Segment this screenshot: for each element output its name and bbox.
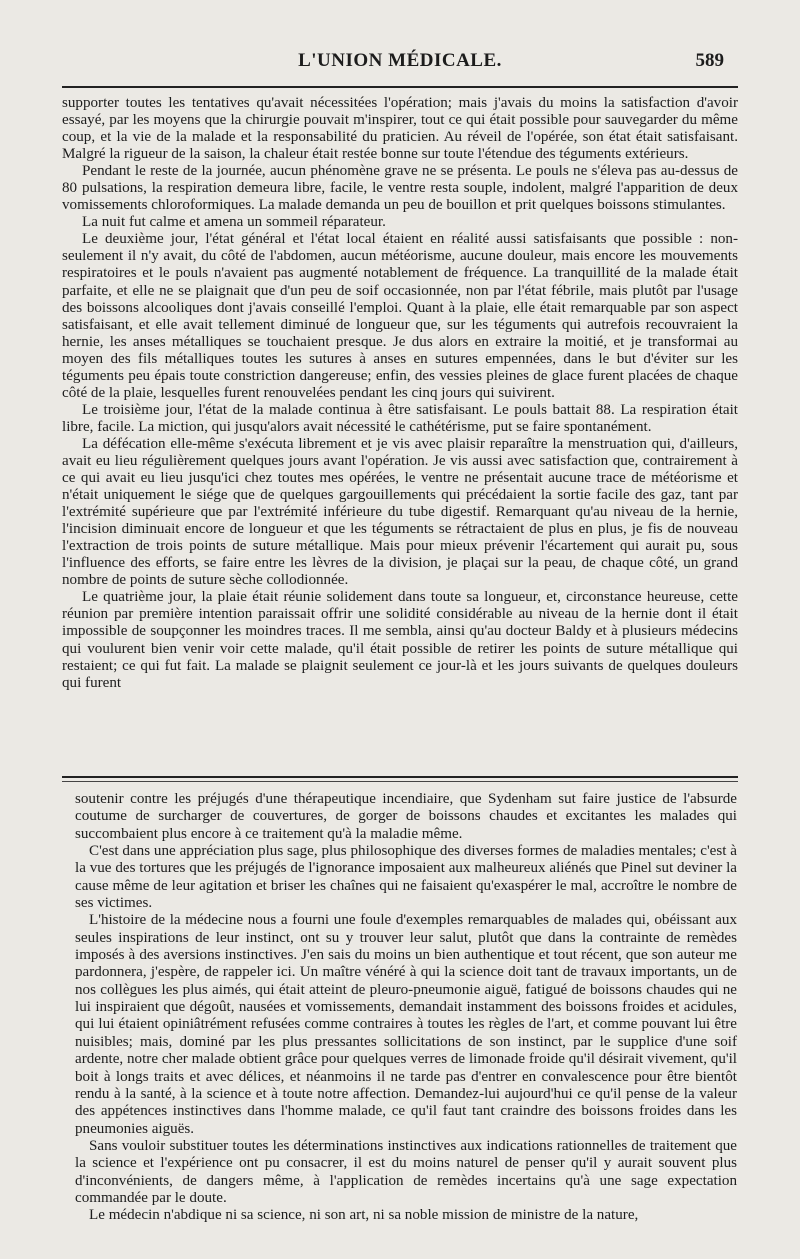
paragraph: La nuit fut calme et amena un sommeil réparateur. xyxy=(82,214,386,231)
paragraph: Le deuxième jour, l'état général et l'état local étaient en réalité aussi satisfaisants que possible : non-seulement il n'y avait, du côté de l'abdomen, aucun météorisme, aucune douleur, mais encore les mouvements respiratoires et le pouls n'avaient pas augmenté notablement de fréquence. La tranquillité de la malade était parfaite, et elle ne se plaignait que d'un peu de soif occasionnée, non par l'état fébrile, mais plutôt par l'usage des boissons alcooliques dont j'avais conseillé l'emploi. Quant à la plaie, elle était remarquable par son aspect satisfaisant, et elle avait tellement diminué de longueur que, sur les téguments qui autrefois recouvraient la hernie, les anses métalliques se touchaient presque. Je dus alors en extraire la moitié, et je transformai au moyen des fils métalliques toutes les sutures à anses en sutures empennées, dans le but d'éviter sur les téguments peu épais toute constriction dangereuse; enfin, des vessies pleines de glace furent placées de chaque côté de la plaie, lesquelles furent renouvelées pendant les cinq jours qui suivirent. xyxy=(62,231,738,401)
paragraph: Le troisième jour, l'état de la malade continua à être satisfaisant. Le pouls battait 88. La respiration était libre, facile. La miction, qui jusqu'alors avait nécessité le cathétérisme, put se faire spontanément. xyxy=(62,401,738,435)
paragraph: soutenir contre les préjugés d'une thérapeutique incendiaire, que Sydenham sut faire justice de l'absurde coutume de surcharger de couvertures, de gorger de boissons chaudes et excitantes les malades qui succombaient plus encore à ce traitement qu'à la maladie même. xyxy=(75,791,737,842)
running-title: L'UNION MÉDICALE. xyxy=(298,50,502,71)
feuilleton-separator xyxy=(62,776,738,782)
paragraph: supporter toutes les tentatives qu'avait nécessitées l'opération; mais j'avais du moins la satisfaction d'avoir essayé, par les moyens que la chirurgie pouvait m'inspirer, tout ce qui était possible pour sauvegarder du même coup, et la vie de la malade et la responsabilité du praticien. Au réveil de l'opérée, son état était satisfaisant. Malgré la rigueur de la saison, la chaleur était restée bonne sur toute l'étendue des téguments extérieurs. xyxy=(62,95,738,163)
feuilleton-text xyxy=(75,791,737,1225)
paragraph: Le quatrième jour, la plaie était réunie solidement dans toute sa longueur, et, circonstance heureuse, cette réunion par première intention paraissait offrir une solidité considérable au niveau de la hernie dont il était impossible de soupçonner les moindres traces. Il me sembla, ainsi qu'au docteur Baldy et à plusieurs médecins qui voulurent bien venir voir cette malade, qu'il était possible de retirer les points de suture métallique qui restaient; ce qui fut fait. La malade se plaignit seulement ce jour-là et les jours suivants de quelques douleurs qui furent xyxy=(62,589,738,691)
paragraph: C'est dans une appréciation plus sage, plus philosophique des diverses formes de maladies mentales; c'est à la vue des tortures que les préjugés de l'ignorance imposaient aux malheureux aliénés que Pinel sut deviner la cause même de leur agitation et briser les chaînes qui ne faisaient qu'exaspérer le mal, accroître le nombre de ses victimes. xyxy=(75,843,737,912)
paragraph: Sans vouloir substituer toutes les déterminations instinctives aux indications rationnelles de traitement que la science et l'expérience ont pu consacrer, il est du moins naturel de penser qu'il y aurait souvent plus d'inconvénients, de dangers même, à l'application de remèdes incertains qu'à une sage expectation commandée par le doute. xyxy=(75,1137,737,1206)
paragraph: Le médecin n'abdique ni sa science, ni son art, ni sa noble mission de ministre de la nature, xyxy=(89,1207,639,1224)
page-header xyxy=(62,44,738,84)
page-number: 589 xyxy=(695,50,724,71)
header-rule xyxy=(62,86,738,88)
paragraph: L'histoire de la médecine nous a fourni une foule d'exemples remarquables de malades qui, obéissant aux seules inspirations de leur instinct, ont su y trouver leur salut, plutôt que dans la contrainte de remèdes imposés à des aversions instinctives. J'en sais du moins un bien authentique et tout récent, que son auteur me pardonnera, j'espère, de rappeler ici. Un maître vénéré à qui la science doit tant de travaux importants, un de nos collègues les plus aimés, qui était atteint de pleuro-pneumonie aiguë, fatigué de boissons chaudes qui ne lui inspiraient que dégoût, nausées et vomissements, demandait instamment des boissons froides et acidules, qui lui étaient opiniâtrément refusées comme contraires à toutes les règles de l'art, et comme pouvant lui être nuisibles; mais, dominé par les plus pressantes sollicitations de son instinct, par le supplice d'une soif ardente, notre cher malade obtient grâce pour quelques verres de limonade froide qu'il désirait vivement, qu'il boit à longs traits et avec délices, et néanmoins il ne tarde pas d'entrer en convalescence pour être bientôt rendu à la santé, à la science et à toute notre affection. Demandez-lui aujourd'hui ce qu'il pense de la valeur des appétences instinctives dans l'homme malade, ce qu'il faut tant craindre des boissons froides dans les pneumonies aiguës. xyxy=(75,912,737,1137)
paragraph: La défécation elle-même s'exécuta librement et je vis avec plaisir reparaître la menstruation qui, d'ailleurs, avait eu lieu régulièrement quelques jours avant l'opération. Je vis aussi avec satisfaction que, contrairement à ce qui avait eu lieu jusqu'ici chez toutes mes opérées, le ventre ne présentait aucune trace de météorisme et n'était uniquement le siége que de quelques gargouillements qui précédaient la sortie facile des gaz, tant par l'extrémité supérieure que par l'extrémité inférieure du tube digestif. Remarquant qu'au niveau de la hernie, l'incision diminuait encore de longueur et que les téguments se rétractaient de plus en plus, je fis de nouveau l'extraction de trois points de suture métallique. Mais pour mieux prévenir l'écartement qui aurait pu, sous l'influence des efforts, se faire entre les lèvres de la division, je plaçai sur la peau, de chaque côté, un grand nombre de points de suture sèche collodionnée. xyxy=(62,435,738,589)
main-article-text xyxy=(62,95,738,692)
paragraph: Pendant le reste de la journée, aucun phénomène grave ne se présenta. Le pouls ne s'éleva pas au-dessus de 80 pulsations, la respiration demeura libre, facile, le ventre resta souple, indolent, malgré l'apparition de deux vomissements chloroformiques. La malade demanda un peu de bouillon et prit quelques boissons stimulantes. xyxy=(62,163,738,214)
